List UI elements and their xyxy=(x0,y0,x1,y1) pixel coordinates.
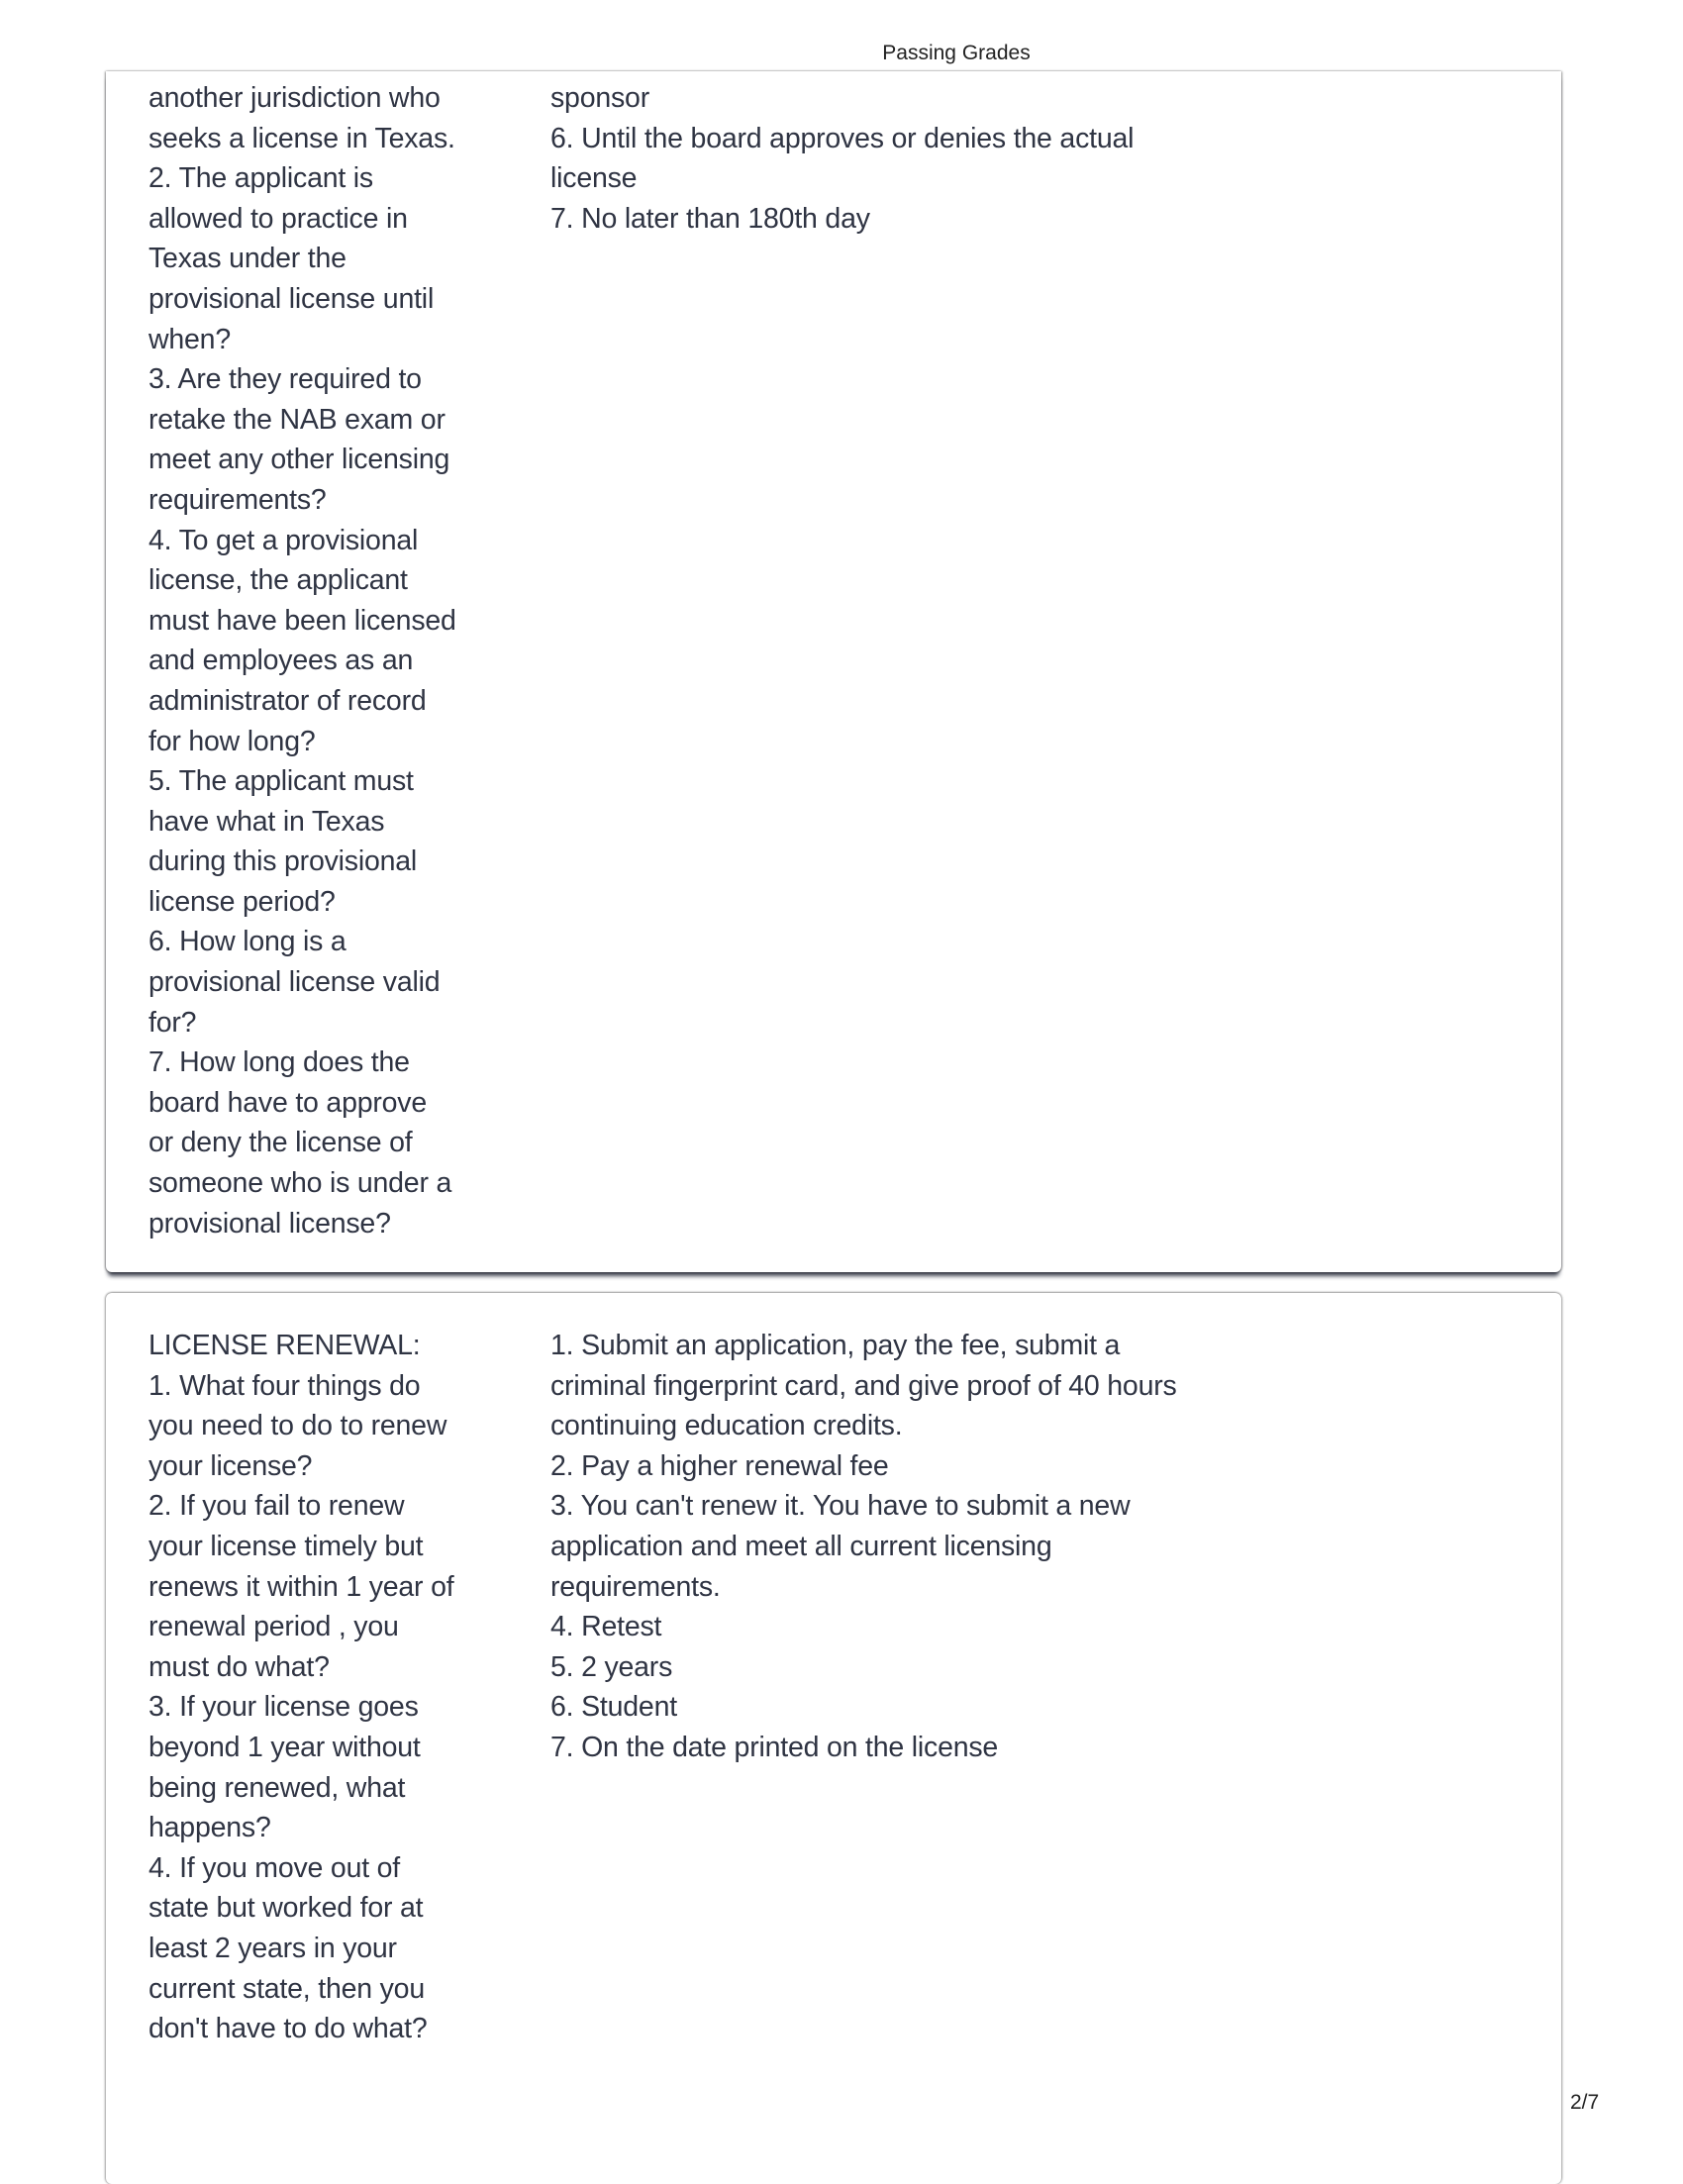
text-line: provisional license? xyxy=(148,1207,391,1240)
text-line: application and meet all current licensing xyxy=(550,1530,1052,1562)
text-line: license, the applicant xyxy=(148,564,408,597)
text-line: 5. 2 years xyxy=(550,1650,673,1683)
card-definition xyxy=(550,1326,1177,1768)
text-line: current state, then you xyxy=(148,1972,425,2005)
text-line: being renewed, what xyxy=(148,1771,406,1804)
text-line: 2. Pay a higher renewal fee xyxy=(550,1449,889,1482)
text-line: have what in Texas xyxy=(148,805,385,838)
text-line: must do what? xyxy=(148,1650,330,1683)
text-line: when? xyxy=(148,323,231,355)
text-line: don't have to do what? xyxy=(148,2013,428,2045)
text-line: another jurisdiction who xyxy=(148,82,441,114)
text-line: provisional license valid xyxy=(148,966,441,999)
page-number: 2/7 xyxy=(1570,2091,1600,2114)
text-line: you need to do to renew xyxy=(148,1410,447,1442)
text-line: administrator of record xyxy=(148,684,427,717)
text-line: 4. To get a provisional xyxy=(148,524,419,556)
text-line: least 2 years in your xyxy=(148,1932,397,1964)
text-line: 6. Student xyxy=(550,1691,677,1724)
text-line: state but worked for at xyxy=(148,1892,424,1925)
text-line: 6. How long is a xyxy=(148,926,346,958)
text-line: seeks a license in Texas. xyxy=(148,122,455,154)
text-line: 3. If your license goes xyxy=(148,1691,419,1724)
flashcard-provisional-license xyxy=(106,71,1561,1272)
text-line: LICENSE RENEWAL: xyxy=(148,1330,421,1361)
text-line: 6. Until the board approves or denies the actual xyxy=(550,122,1135,154)
text-line: 5. The applicant must xyxy=(148,765,414,798)
text-line: during this provisional xyxy=(148,845,418,878)
text-line: 3. Are they required to xyxy=(148,363,422,396)
text-line: 3. You can't renew it. You have to submit a new xyxy=(550,1490,1131,1523)
text-line: happens? xyxy=(148,1812,271,1844)
text-line: or deny the license of xyxy=(148,1127,413,1159)
text-line: board have to approve xyxy=(148,1086,428,1119)
text-line: allowed to practice in xyxy=(148,202,408,235)
text-line: renewal period , you xyxy=(148,1611,399,1643)
text-line: beyond 1 year without xyxy=(148,1731,421,1763)
text-line: requirements. xyxy=(550,1570,721,1603)
text-line: 2. The applicant is xyxy=(148,162,373,195)
text-line: provisional license until xyxy=(148,282,435,315)
text-line: Texas under the xyxy=(148,243,346,275)
text-line: your license? xyxy=(148,1449,313,1482)
text-line: must have been licensed xyxy=(148,604,456,637)
card-term xyxy=(148,78,456,1243)
card-definition xyxy=(550,78,1134,239)
text-line: license xyxy=(550,162,638,195)
card-term xyxy=(148,1326,453,2049)
text-line: criminal fingerprint card, and give proof of 40 hours xyxy=(550,1369,1177,1402)
text-line: for? xyxy=(148,1006,197,1039)
page-header-title: Passing Grades xyxy=(882,42,1031,64)
text-line: your license timely but xyxy=(148,1530,424,1562)
text-line: 1. Submit an application, pay the fee, submit a xyxy=(550,1330,1121,1361)
text-line: requirements? xyxy=(148,483,327,516)
flashcard-license-renewal xyxy=(106,1293,1561,2184)
text-line: continuing education credits. xyxy=(550,1410,903,1442)
text-line: and employees as an xyxy=(148,645,414,677)
text-line: meet any other licensing xyxy=(148,444,450,476)
text-line: license period? xyxy=(148,885,336,918)
text-line: sponsor xyxy=(550,82,649,114)
text-line: 1. What four things do xyxy=(148,1369,421,1402)
text-line: 7. How long does the xyxy=(148,1046,410,1079)
text-line: 7. On the date printed on the license xyxy=(550,1731,999,1763)
text-line: for how long? xyxy=(148,725,316,757)
text-line: renews it within 1 year of xyxy=(148,1570,454,1603)
text-line: someone who is under a xyxy=(148,1167,452,1200)
text-line: 7. No later than 180th day xyxy=(550,202,870,235)
text-line: 2. If you fail to renew xyxy=(148,1490,405,1523)
text-line: 4. If you move out of xyxy=(148,1851,401,1884)
text-line: 4. Retest xyxy=(550,1611,662,1643)
text-line: retake the NAB exam or xyxy=(148,403,446,436)
